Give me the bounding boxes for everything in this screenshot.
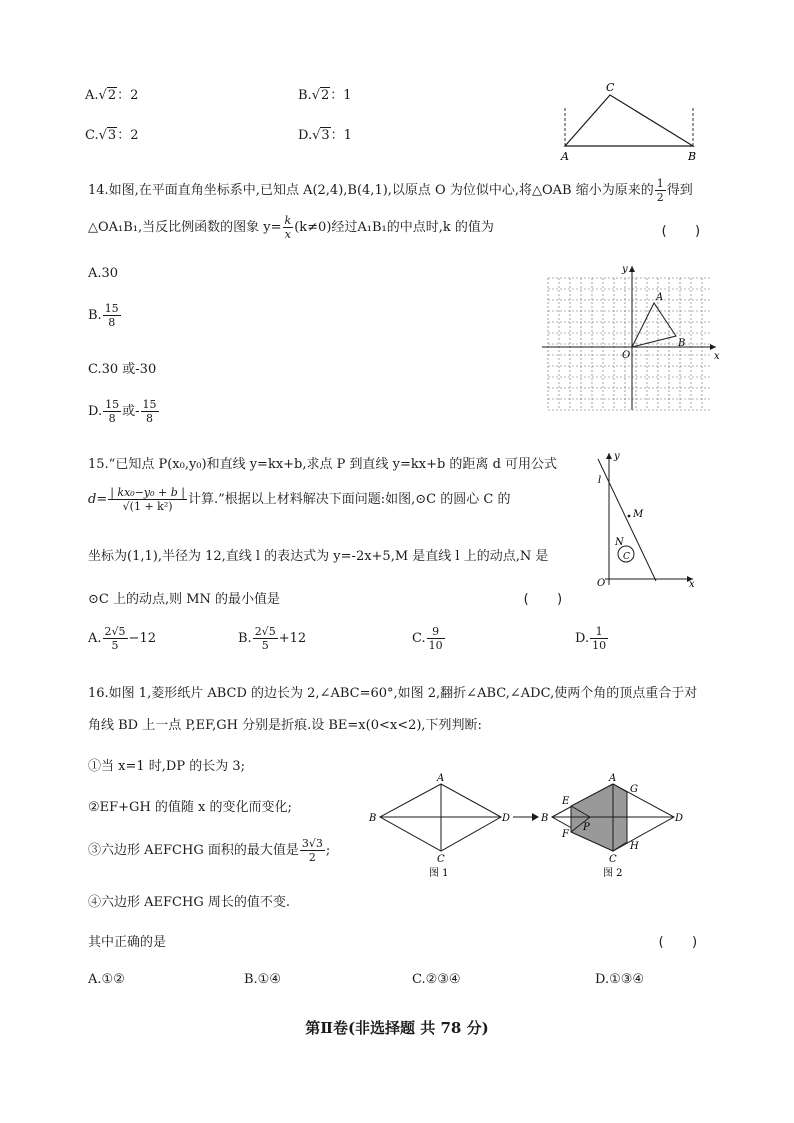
frac: $\frac{9}{10}$ (428, 625, 443, 652)
y-arrow (629, 266, 635, 272)
q15-option-d[interactable] (575, 625, 609, 652)
q13-option-d[interactable] (298, 124, 352, 143)
label-n: N (615, 537, 624, 548)
label-a: A (437, 773, 445, 784)
dashed-grid (548, 278, 710, 410)
label-a: A (561, 150, 569, 163)
frac-k-over-x: $\frac{k}{x}$ (284, 214, 292, 241)
q14-line1 (88, 177, 693, 204)
q16-rhombus-figures (365, 772, 695, 884)
frac-half: $\frac{1}{2}$ (656, 177, 664, 204)
q15-line2 (88, 486, 510, 513)
q14-line2 (88, 214, 494, 241)
q16-option-d[interactable]: D.①③④ (595, 972, 645, 987)
or-text: 或- (122, 404, 140, 419)
option-letter: B. (238, 631, 252, 646)
q13-option-b[interactable] (298, 84, 352, 103)
frac: $\frac{15}{8}$ (105, 398, 120, 425)
q15-option-b[interactable] (238, 625, 306, 652)
frac: $\frac{3√3}{2}$ (301, 837, 323, 864)
option-letter: A. (88, 631, 102, 646)
q14-text-a: 14.如图,在平面直角坐标系中,已知点 A(2,4),B(4,1),以原点 O 为位似中心,将△OAB 缩小为原来的 (88, 183, 654, 198)
label-d: D (675, 813, 684, 824)
label-b: B (369, 813, 377, 824)
sqrt: √3 (98, 128, 117, 143)
option-letter: A. (85, 88, 99, 103)
label-x: x (689, 579, 695, 587)
q16-ask: 其中正确的是 (88, 935, 167, 950)
label-c: C (606, 81, 615, 94)
q14-text-d: (k≠0)经过A₁B₁的中点时,k 的值为 (294, 220, 494, 235)
d-equals: d= (88, 492, 108, 507)
distance-formula: $\frac{\text{| kx₀−y₀ + b |}}{\text{√(1 + k²)}}$ (110, 486, 185, 513)
option-rest: −12 (128, 631, 156, 646)
label-m: M (633, 509, 644, 520)
q14-option-b[interactable] (88, 302, 122, 329)
label-h: H (630, 841, 639, 852)
q13-option-c[interactable] (85, 124, 138, 143)
section-title: 第Ⅱ卷(非选择题 共 78 分) (305, 1019, 489, 1037)
label-f: F (562, 829, 569, 840)
label-o: O (597, 578, 606, 587)
option-letter: D. (575, 631, 590, 646)
frac: $\frac{15}{8}$ (104, 302, 119, 329)
option-rest: +12 (278, 631, 307, 646)
q14-answer-paren[interactable]: ( ) (660, 224, 702, 239)
frac: $\frac{1}{10}$ (592, 625, 607, 652)
label-b: B (678, 338, 686, 349)
line-l (598, 459, 656, 581)
label-p: P (583, 822, 590, 833)
option-rest: ：2 (117, 88, 139, 103)
option-letter: B. (88, 308, 102, 323)
option-rest: ：1 (330, 128, 352, 143)
q14-grid-figure (540, 262, 725, 414)
q15-line1: 15.“已知点 P(x₀,y₀)和直线 y=kx+b,求点 P 到直线 y=kx+b 的距离 d 可用公式 (88, 457, 558, 472)
option-letter: C. (85, 128, 99, 143)
option-rest: ：1 (330, 88, 352, 103)
q13-triangle-figure (555, 78, 705, 164)
triangle-abc (565, 95, 693, 146)
q15-text: 计算.”根据以上材料解决下面问题:如图,⊙C 的圆心 C 的 (188, 492, 511, 507)
q14-option-a[interactable]: A.30 (88, 266, 119, 281)
label-y: y (614, 451, 620, 462)
label-c: C (609, 854, 617, 865)
label-c: C (437, 854, 445, 865)
q15-line4: ⊙C 上的动点,则 MN 的最小值是 (88, 592, 281, 607)
option-letter: D. (88, 404, 103, 419)
y-arrow (606, 453, 612, 459)
triangle-oab (632, 303, 676, 347)
q13-option-a[interactable] (85, 84, 138, 103)
label-l: l (598, 475, 602, 486)
q16-answer-paren[interactable]: ( ) (657, 935, 699, 950)
label-c: C (623, 552, 630, 562)
statement-text: ③六边形 AEFCHG 面积的最大值是 (88, 843, 299, 858)
q16-line2: 角线 BD 上一点 P,EF,GH 分别是折痕.设 BE=x(0<x<2),下列判断: (88, 718, 482, 733)
sqrt: √2 (311, 88, 330, 103)
q16-statement-3 (88, 837, 330, 864)
label-d: D (502, 813, 511, 824)
q15-line3: 坐标为(1,1),半径为 12,直线 l 的表达式为 y=-2x+5,M 是直线 l 上的动点,N 是 (88, 549, 549, 564)
option-letter: C. (412, 631, 426, 646)
q16-option-a[interactable]: A.①② (88, 972, 125, 987)
frac: $\frac{15}{8}$ (142, 398, 157, 425)
q14-text-c: △OA₁B₁,当反比例函数的图象 y= (88, 220, 282, 235)
sqrt: √2 (98, 88, 117, 103)
label-o: O (622, 350, 631, 361)
label-e: E (562, 796, 570, 807)
q14-text-b: 得到 (666, 183, 693, 198)
semicolon: ; (325, 843, 331, 858)
fig2-caption: 图 2 (603, 868, 623, 879)
frac: $\frac{2√5}{5}$ (254, 625, 276, 652)
point-m (628, 515, 631, 518)
q16-option-b[interactable]: B.①④ (244, 972, 281, 987)
option-letter: B. (298, 88, 312, 103)
label-g: G (630, 784, 638, 795)
q14-option-d[interactable] (88, 398, 160, 425)
sqrt: √3 (312, 128, 330, 143)
x-arrow (710, 344, 716, 350)
frac: $\frac{2√5}{5}$ (104, 625, 126, 652)
q16-statement-1: ①当 x=1 时,DP 的长为 3; (88, 759, 245, 774)
q16-statement-4: ④六边形 AEFCHG 周长的值不变. (88, 895, 290, 910)
fig1-caption: 图 1 (429, 868, 449, 879)
label-a: A (609, 773, 617, 784)
arrow-head (532, 813, 539, 821)
q14-option-c[interactable]: C.30 或-30 (88, 362, 157, 377)
q15-answer-paren[interactable]: ( ) (522, 592, 564, 607)
option-rest: ：2 (117, 128, 139, 143)
q16-line1: 16.如图 1,菱形纸片 ABCD 的边长为 2,∠ABC=60°,如图 2,翻折∠ABC,∠ADC,使两个角的顶点重合于对 (88, 686, 698, 701)
q15-option-c[interactable] (412, 625, 446, 652)
label-a: A (656, 292, 664, 303)
label-b: B (688, 150, 697, 163)
option-letter: D. (298, 128, 313, 143)
label-b: B (541, 813, 549, 824)
label-y: y (622, 264, 628, 275)
q16-statement-2: ②EF+GH 的值随 x 的变化而变化; (88, 800, 292, 815)
q16-option-c[interactable]: C.②③④ (412, 972, 461, 987)
q15-option-a[interactable] (88, 625, 156, 652)
label-x: x (714, 351, 720, 362)
q15-line-circle-figure (585, 447, 700, 587)
